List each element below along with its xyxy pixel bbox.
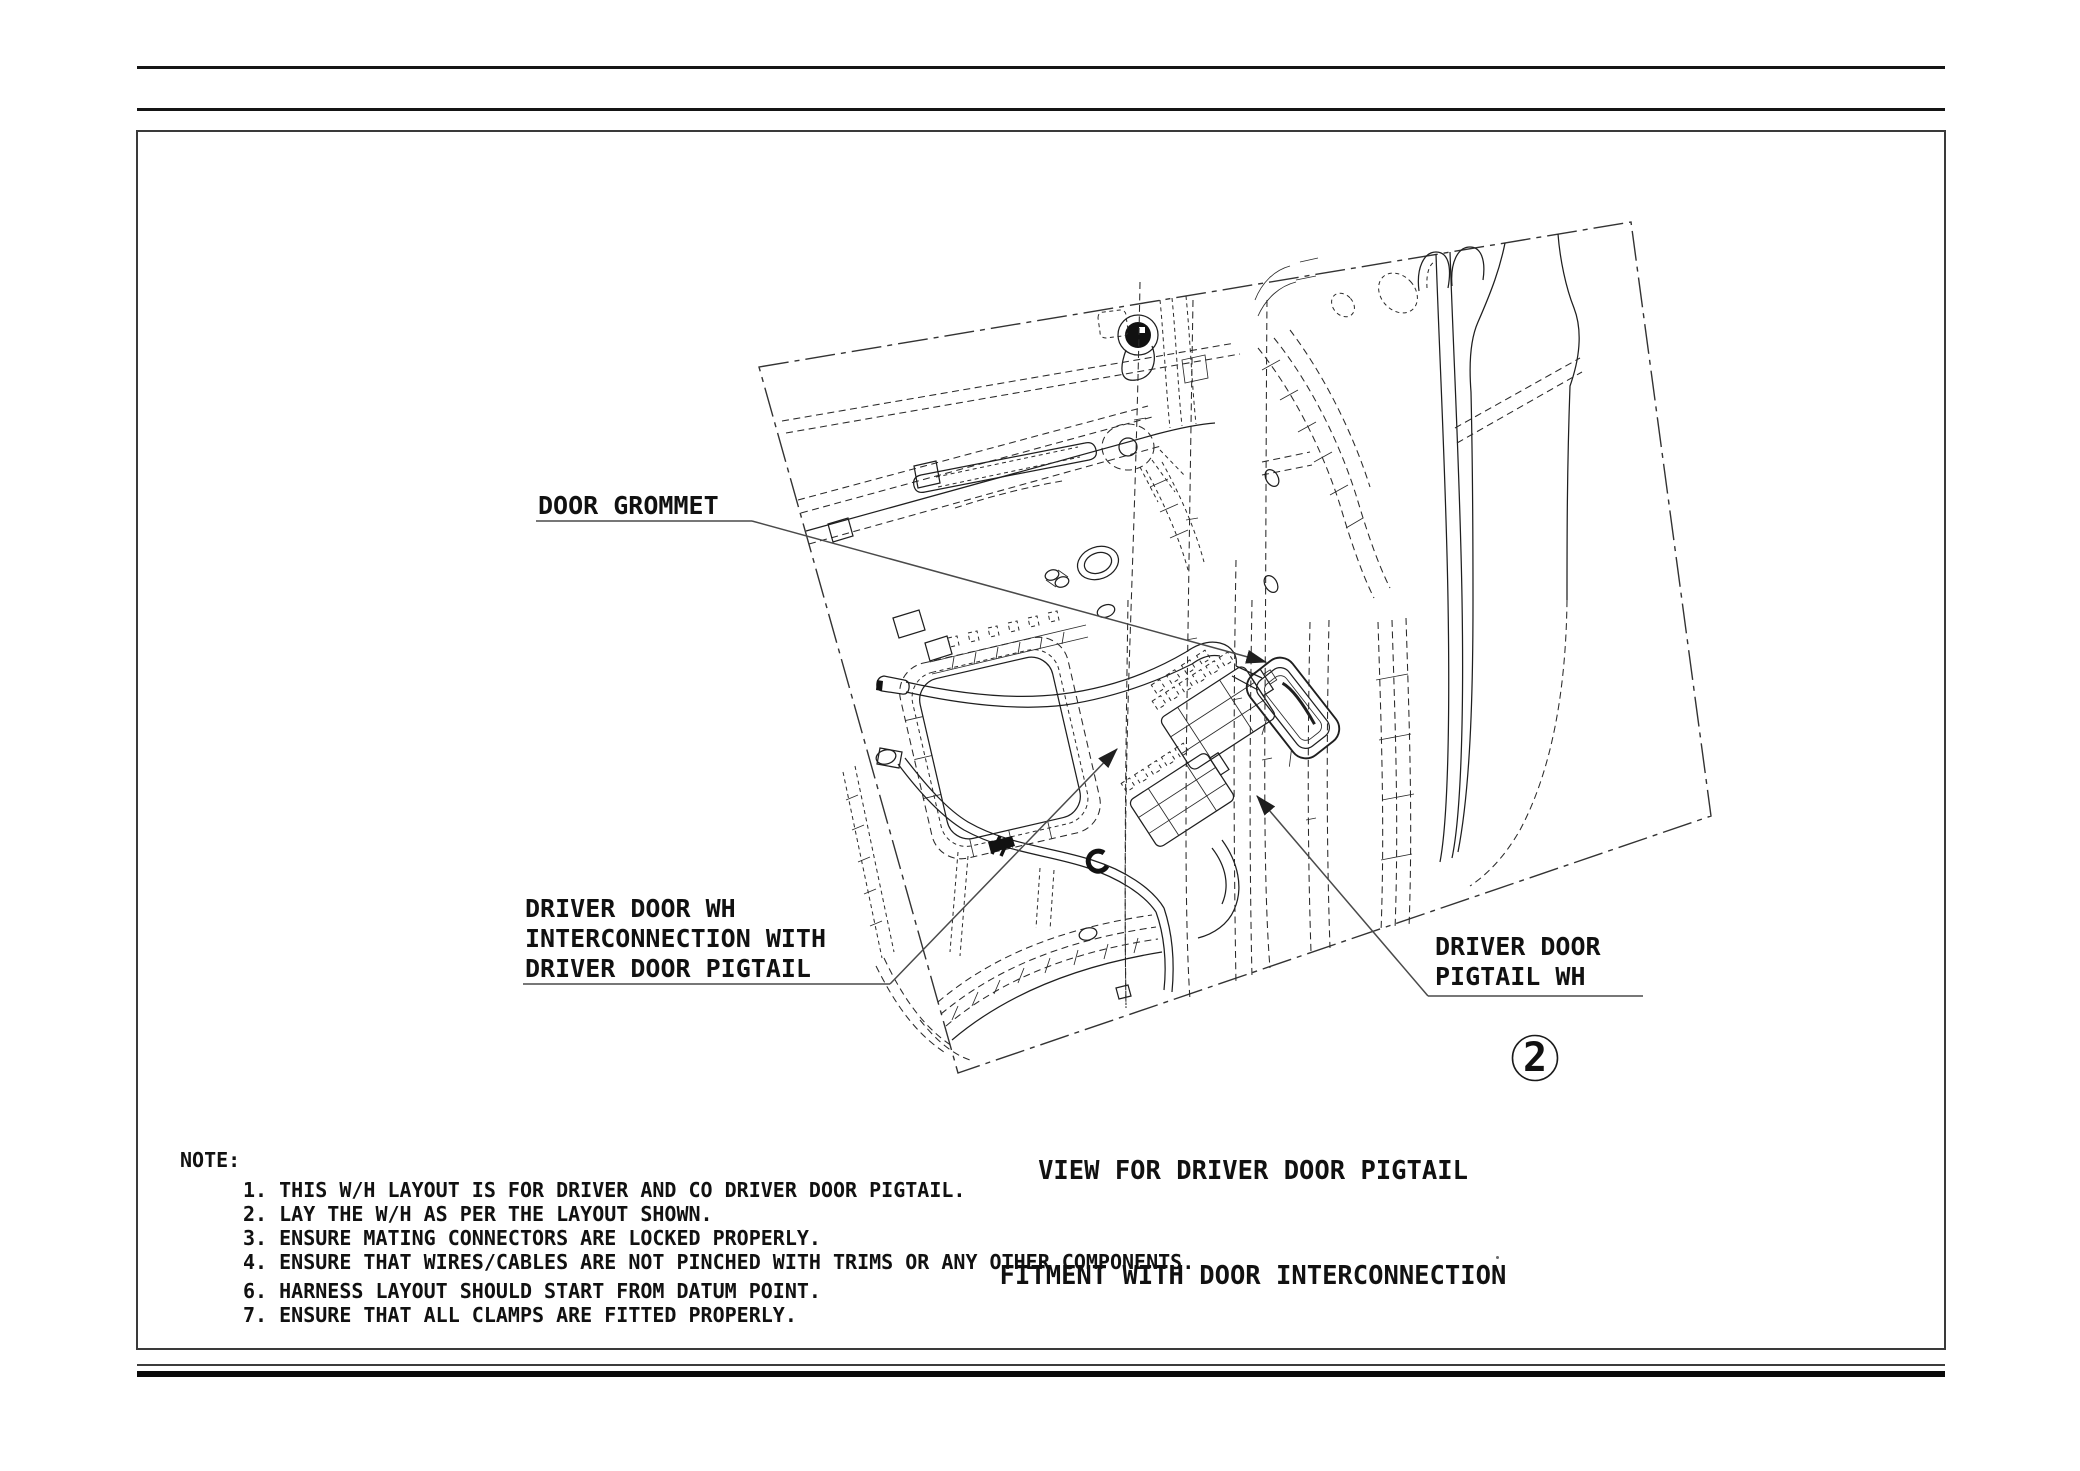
interconnection-label-line1: DRIVER DOOR WH	[525, 894, 736, 923]
note-item-3: 3. ENSURE MATING CONNECTORS ARE LOCKED PROPERLY.	[243, 1226, 821, 1250]
pigtail-label-line1: DRIVER DOOR	[1435, 932, 1601, 961]
bottom-border-rule-thick	[137, 1371, 1945, 1377]
note-item-2: 2. LAY THE W/H AS PER THE LAYOUT SHOWN.	[243, 1202, 713, 1226]
lower-door-structure	[843, 766, 1162, 1060]
pigtail-leader	[1257, 796, 1428, 996]
regulator-opening	[894, 631, 1107, 865]
bottom-border-rule-thin	[137, 1364, 1945, 1366]
interconnection-label-line3: DRIVER DOOR PIGTAIL	[525, 954, 811, 983]
note-heading: NOTE:	[180, 1148, 241, 1172]
pillar-section-bands	[1125, 282, 1414, 1008]
note-item-1: 1. THIS W/H LAYOUT IS FOR DRIVER AND CO DRIVER DOOR PIGTAIL.	[243, 1178, 966, 1202]
view-title	[903, 1084, 1603, 1364]
door-grommet-label: DOOR GROMMET	[538, 491, 719, 520]
note-item-7: 7. ENSURE THAT ALL CLAMPS ARE FITTED PROPERLY.	[243, 1303, 797, 1327]
harness-clamps	[988, 836, 1107, 871]
view-title-line1: VIEW FOR DRIVER DOOR PIGTAIL	[1038, 1156, 1468, 1186]
interconnection-label-line2: INTERCONNECTION WITH	[525, 924, 827, 953]
callout-leaders	[523, 521, 1643, 1081]
view-title-line2: FITMENT WITH DOOR INTERCONNECTION	[999, 1261, 1507, 1291]
pigtail-label-line2: PIGTAIL WH	[1435, 962, 1586, 991]
lower-connector	[1118, 730, 1244, 848]
stray-mark	[1496, 1256, 1499, 1259]
note-item-4: 4. ENSURE THAT WIRES/CABLES ARE NOT PINCHED WITH TRIMS OR ANY OTHER COMPONENTS.	[243, 1250, 1195, 1274]
view-number: 2	[1522, 1035, 1548, 1081]
door-upper-structure	[782, 296, 1240, 661]
rear-channel-structure	[1255, 234, 1582, 886]
note-item-6: 6. HARNESS LAYOUT SHOULD START FROM DATUM POINT.	[243, 1279, 821, 1303]
